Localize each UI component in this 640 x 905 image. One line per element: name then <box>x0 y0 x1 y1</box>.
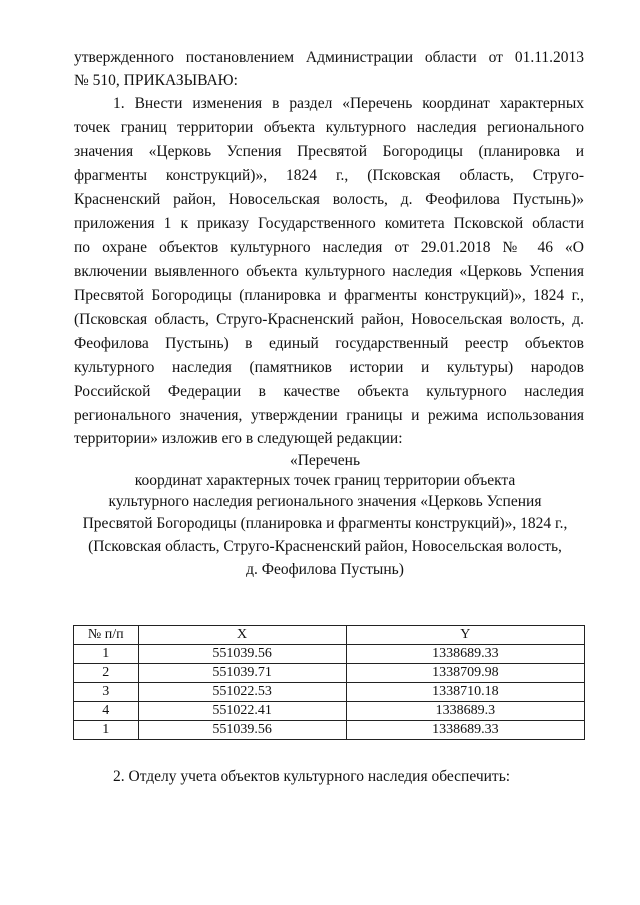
cell-number: 2 <box>74 664 139 683</box>
table-row <box>74 683 585 702</box>
table-row <box>74 645 585 664</box>
paragraph-line: территории» изложив его в следующей редакции: <box>74 430 403 447</box>
heading-line: (Псковская область, Струго-Красненский район, Новосельская волость, <box>88 538 562 555</box>
paragraph-line: Пресвятой Богородицы (планировка и фрагменты конструкций)», 1824 г., <box>74 287 584 304</box>
paragraph-line: Российской Федерации в качестве объекта культурного наследия <box>74 383 584 400</box>
paragraph-line: 1. Внести изменения в раздел «Перечень координат характерных <box>113 95 584 112</box>
paragraph-line: Феофилова Пустынь) в единый государственный реестр объектов <box>74 335 584 352</box>
heading-line: координат характерных точек границ территории объекта <box>134 472 516 489</box>
paragraph-line: приложения 1 к приказу Государственного комитета Псковской области <box>74 215 584 232</box>
cell-y: 1338710.18 <box>346 683 584 702</box>
intro-line: утвержденного постановлением Администрации области от 01.11.2013 <box>74 49 584 66</box>
paragraph-line: по охране объектов культурного наследия от 29.01.2018 № 46 «О <box>74 239 584 256</box>
paragraph-line: регионального значения, утверждении границы и режима использования <box>74 407 584 424</box>
cell-x: 551022.41 <box>138 702 346 721</box>
paragraph-line: культурного наследия (памятников истории и культуры) народов <box>74 359 584 376</box>
paragraph-line: фрагменты конструкций)», 1824 г., (Псковская область, Струго- <box>74 167 584 184</box>
heading-line: «Перечень <box>289 452 361 469</box>
paragraph-line: включении выявленного объекта культурного наследия «Церковь Успения <box>74 263 584 280</box>
column-header-y: Y <box>346 626 584 645</box>
cell-y: 1338689.33 <box>346 645 584 664</box>
coordinates-table <box>73 625 585 740</box>
paragraph-line: значения «Церковь Успения Пресвятой Богородицы (планировка и <box>74 143 584 160</box>
table-row <box>74 664 585 683</box>
heading-line: культурного наследия регионального значения «Церковь Успения <box>108 493 542 510</box>
cell-y: 1338689.33 <box>346 721 584 740</box>
cell-y: 1338709.98 <box>346 664 584 683</box>
heading-line: Пресвятой Богородицы (планировка и фрагменты конструкций)», 1824 г., <box>82 515 568 532</box>
paragraph-item-2: 2. Отделу учета объектов культурного наследия обеспечить: <box>113 768 511 785</box>
cell-x: 551039.56 <box>138 721 346 740</box>
table-header-row <box>74 626 585 645</box>
paragraph-line: Красненский район, Новосельская волость, д. Феофилова Пустынь)» <box>74 191 584 208</box>
column-header-x: X <box>138 626 346 645</box>
paragraph-line: (Псковская область, Струго-Красненский район, Новосельская волость, д. <box>74 311 584 328</box>
paragraph-line: точек границ территории объекта культурного наследия регионального <box>74 119 584 136</box>
cell-number: 1 <box>74 721 139 740</box>
table-row <box>74 721 585 740</box>
column-header-number: № п/п <box>74 626 139 645</box>
cell-x: 551039.71 <box>138 664 346 683</box>
cell-x: 551022.53 <box>138 683 346 702</box>
cell-number: 3 <box>74 683 139 702</box>
cell-number: 1 <box>74 645 139 664</box>
heading-line: д. Феофилова Пустынь) <box>246 561 404 578</box>
cell-x: 551039.56 <box>138 645 346 664</box>
intro-line: № 510, ПРИКАЗЫВАЮ: <box>74 72 238 89</box>
cell-number: 4 <box>74 702 139 721</box>
table-row <box>74 702 585 721</box>
cell-y: 1338689.3 <box>346 702 584 721</box>
